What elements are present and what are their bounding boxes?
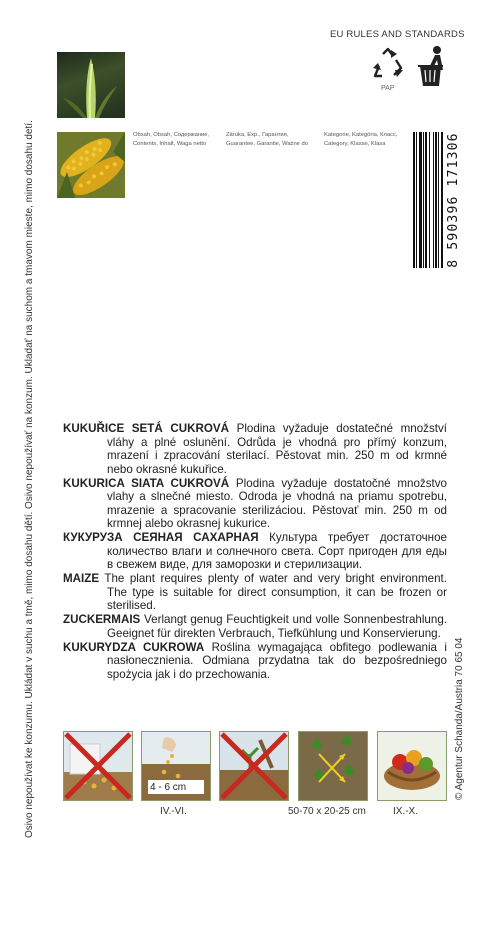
barcode-bar [433,132,434,268]
barcode-bar [429,132,430,268]
desc-text-ru: Культура требует достаточное количество влаги и солнечного света. Сорт пригоден для еды в свежем виде, для заморозки и стерилизации. [107,531,447,571]
barcode-bar [438,132,439,268]
trash-bin-icon [415,44,449,90]
desc-text-sk: Plodina vyžaduje dostatočné množstvo vlahy a slnečné miesto. Odroda je vhodná na priamu spotrebu, mrazenie a spracovanie sterilizáciou. Pěstovať min. 250 m od krmnej alebo okrasnej kukurice. [107,476,447,530]
info-contents-line2: Contents, Inhalt, Waga netto [133,140,207,147]
desc-text-de: Verlangt genug Feuchtigkeit und volle Sonnenbestrahlung. Geeignet für direkten Verbrauch, Tiefkühlung und Konservierung. [107,613,447,640]
side-text-left-container [24,78,50,838]
desc-title-sk: KUKURICA SIATA CUKROVÁ [63,476,230,490]
desc-title-cz: KUKUŘICE SETÁ CUKROVÁ [63,422,229,435]
description-slovak [63,477,447,531]
direct-sowing-icon [141,731,211,801]
barcode-number: 8 590396 171306 [446,132,461,268]
info-guarantee-line1: Záruka, Exp., Гарантия, [226,132,289,138]
info-category-line2: Category, Klasse, Klasa [324,140,386,147]
description-list [63,422,447,682]
sowing-depth-label: 4 - 6 cm [150,782,187,793]
copyright-text: © Agentur Schanda/Austria 70 65 04 [454,637,465,800]
spacing-label: 50-70 x 20-25 cm [288,806,366,817]
desc-title-pl: KUKURYDZA CUKROWA [63,640,205,654]
info-guarantee-line2: Guarantee, Garantie, Ważne do [226,140,308,147]
harvest-period-label: IX.-X. [393,806,419,817]
desc-text-cz: Plodina vyžaduje dostatečné množství vláhy a plné oslunění. Odrůda je vhodná pro přímý konzum, mrazení i zpracování sterilací. Pěstovat min. 250 m od krmné nebo okrasné kukuřice. [107,422,447,476]
description-russian [63,531,447,572]
info-contents-line1: Obsah, Obsah, Содержание, [133,132,210,138]
info-guarantee [226,131,308,148]
barcode-bar [425,132,427,268]
info-category [324,131,397,148]
desc-title-ru: КУКУРУЗА СЕЯНАЯ САХАРНАЯ [63,531,259,544]
recycle-icon [370,46,406,82]
desc-text-pl: Roślina wymagająca obfitego podlewania i nasłonecznienia. Odmiana przydatna tak do bezpośredniego spożycia jak i do przechowania. [107,640,448,681]
desc-title-de: ZUCKERMAIS [63,613,141,626]
recycle-label: PAP [381,85,395,92]
description-english [63,572,447,613]
transplant-icon [219,731,289,801]
harvest-icon [377,731,447,801]
barcode-bar [413,132,415,268]
barcode-bar [435,132,437,268]
barcode-bar [416,132,417,268]
barcode-bar [441,132,443,268]
sowing-period-label: IV.-VI. [160,806,187,817]
desc-text-en: The plant requires plenty of water and very bright environment. The type is suitable for direct consumption, it can be frozen or sterilised. [99,572,447,612]
copyright-container [454,615,468,800]
photo-young-corn [57,52,125,118]
spacing-icon [298,731,368,801]
barcode-bar [419,132,422,268]
description-german [63,613,447,640]
barcode-number-container [446,132,460,268]
barcode-bar [423,132,424,268]
desc-title-en: MAIZE [63,572,100,585]
side-text-left: Osivo nepoužívat ke konzumu. Ukládat v suchu a tmě, mimo dosahu dětí. Osivo nepoužívať na konzum. Ukladať na suchom a tmavom mieste, mimo dosahu detí. [24,120,35,838]
info-category-line1: Kategorie, Kategória, Класс, [324,132,398,138]
description-czech [63,422,447,476]
indoor-sowing-icon [63,731,133,801]
info-contents [133,131,209,148]
description-polish [63,641,447,682]
photo-corn-cobs [57,132,125,198]
eu-rules-title: EU RULES AND STANDARDS [330,29,465,40]
